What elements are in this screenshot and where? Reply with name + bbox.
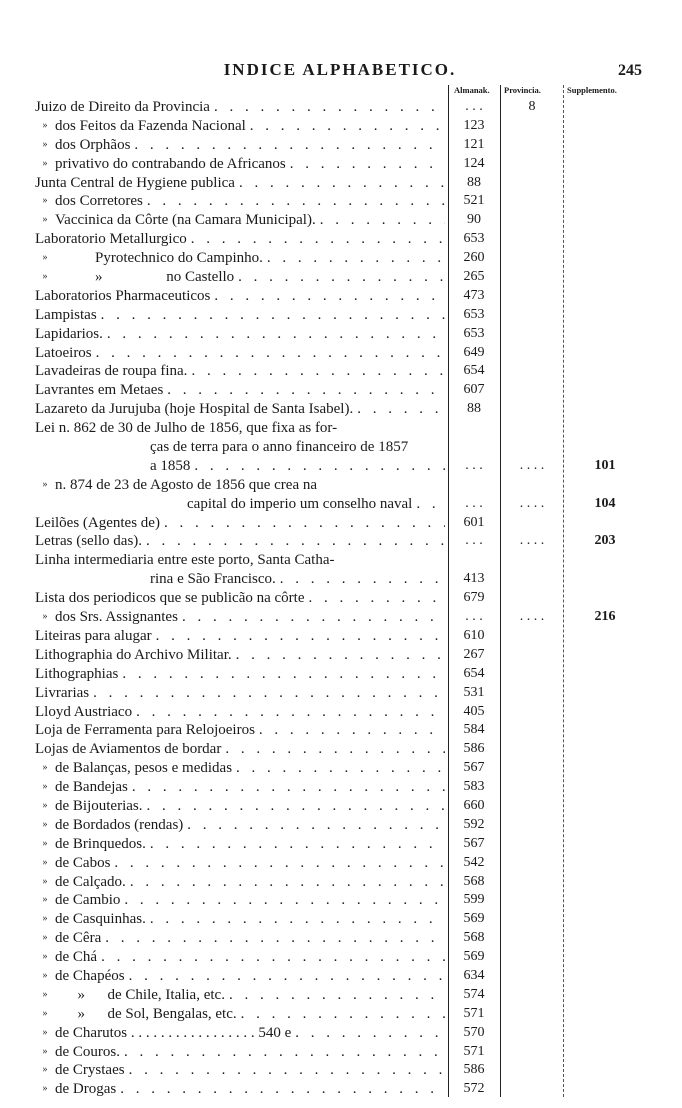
dot-leader (116, 1080, 445, 1099)
almanak-page: 660 (463, 797, 485, 813)
entry-label: de Brinquedos. (55, 835, 146, 852)
index-entry-line (0, 98, 682, 117)
dot-leader (305, 589, 445, 608)
ditto-mark: » (42, 195, 48, 207)
entry-text (35, 967, 445, 986)
almanak-page: . . . (465, 609, 483, 625)
entry-text (35, 98, 445, 117)
supplemento-page: 216 (594, 609, 616, 625)
entry-label: a 1858 (150, 457, 191, 474)
entry-label: » de Sol, Bengalas, etc. (55, 1005, 237, 1022)
index-entry-line (0, 532, 682, 551)
entry-label: dos Feitos da Fazenda Nacional (55, 117, 246, 134)
ditto-mark: » (42, 762, 48, 774)
entry-label: dos Srs. Assignantes (55, 609, 178, 626)
dot-leader (101, 929, 445, 948)
entry-text (35, 570, 445, 589)
dot-leader (163, 381, 445, 400)
entry-text (35, 703, 445, 722)
entry-label: ças de terra para o anno financeiro de 1857 (150, 439, 409, 456)
almanak-page: 586 (463, 741, 485, 757)
entry-label: Lojas de Aviamentos de bordar (35, 741, 222, 758)
entry-text (35, 589, 445, 608)
dot-leader (286, 155, 445, 174)
index-entry-line (0, 249, 682, 268)
index-entry-line (0, 1080, 682, 1099)
index-entry-line (0, 117, 682, 136)
ditto-mark: » (42, 837, 48, 849)
dot-leader (255, 721, 445, 740)
index-entry-line (0, 986, 682, 1005)
almanak-page: . . . (465, 495, 483, 511)
entry-label: » de Chile, Italia, etc. (55, 986, 225, 1003)
index-entry-line (0, 948, 682, 967)
entry-text (35, 495, 445, 514)
entry-text (35, 608, 445, 627)
supplemento-page: 101 (594, 457, 616, 473)
index-entry-line (0, 155, 682, 174)
dot-leader (92, 344, 445, 363)
ditto-mark: » (42, 818, 48, 830)
entry-text (35, 136, 445, 155)
almanak-page: 473 (463, 287, 485, 303)
almanak-page: 267 (463, 646, 485, 662)
entry-label: rina e São Francisco. (150, 571, 276, 588)
index-entry-line (0, 419, 682, 438)
entry-text (35, 362, 445, 381)
almanak-page: 568 (463, 930, 485, 946)
provincia-page: . . . . (519, 495, 545, 511)
supplemento-page: 104 (594, 495, 616, 511)
dot-leader (143, 192, 445, 211)
entry-label: Lista dos periodicos que se publicão na côrte (35, 590, 305, 607)
almanak-page: 584 (463, 722, 485, 738)
entry-label: de Chá (55, 949, 98, 966)
entry-text (35, 891, 445, 910)
dot-leader (235, 174, 445, 193)
dot-leader (276, 570, 445, 589)
entry-text (35, 400, 445, 419)
entry-text (35, 665, 445, 684)
entry-label: capital do imperio um conselho naval (187, 495, 413, 512)
ditto-mark: » (42, 799, 48, 811)
index-entry-line (0, 684, 682, 703)
entry-text (35, 948, 445, 967)
dot-leader (232, 759, 445, 778)
almanak-page: 569 (463, 911, 485, 927)
dot-leader (118, 665, 445, 684)
index-entry-line (0, 570, 682, 589)
entry-label: Lampistas (35, 306, 97, 323)
almanak-page: 599 (463, 892, 485, 908)
entry-label: de Calçado. (55, 873, 126, 890)
almanak-page: 88 (467, 174, 481, 190)
entry-label: dos Corretores (55, 193, 143, 210)
entry-label: de Chapéos (55, 967, 125, 984)
entry-text (35, 986, 445, 1005)
dot-leader (126, 873, 445, 892)
almanak-page: . . . (465, 99, 483, 114)
almanak-page: 569 (463, 949, 485, 965)
entry-text (35, 684, 445, 703)
entry-label: Lithographias (35, 665, 119, 682)
entry-label: de Bandejas (55, 779, 128, 796)
entry-text (35, 627, 445, 646)
entry-text (35, 306, 445, 325)
entry-text (35, 1005, 445, 1024)
entry-label: Vaccinica da Côrte (na Camara Municipal). (55, 212, 316, 229)
index-entry-line (0, 721, 682, 740)
entry-label: de Bijouterias. (55, 797, 143, 814)
almanak-page: 121 (463, 136, 485, 152)
almanak-page: 653 (463, 306, 485, 322)
entry-label: Leilões (Agentes de) (35, 514, 160, 531)
ditto-mark: » (42, 969, 48, 981)
index-entry-line (0, 1061, 682, 1080)
entry-text (35, 155, 445, 174)
ditto-mark: » (42, 138, 48, 150)
index-entry-line (0, 646, 682, 665)
entry-label: Lloyd Austriaco (35, 703, 133, 720)
index-entry-line (0, 703, 682, 722)
almanak-page: 572 (463, 1081, 485, 1097)
index-entry-line (0, 400, 682, 419)
column-header-provincia: Provincia. (504, 85, 541, 95)
ditto-mark: » (42, 913, 48, 925)
index-entries (0, 98, 682, 1099)
almanak-page: 531 (463, 684, 485, 700)
entry-label: de Couros. (55, 1043, 120, 1060)
index-entry-line (0, 192, 682, 211)
index-entry-line (0, 362, 682, 381)
index-entry-line (0, 211, 682, 230)
entry-text (35, 249, 445, 268)
almanak-page: 649 (463, 344, 485, 360)
entry-text (35, 344, 445, 363)
index-entry-line (0, 514, 682, 533)
dot-leader (291, 1024, 445, 1043)
index-entry-line (0, 608, 682, 627)
index-entry-line (0, 1005, 682, 1024)
dot-leader (152, 627, 445, 646)
index-entry-line (0, 495, 682, 514)
entry-text (35, 1080, 445, 1099)
index-entry-line (0, 854, 682, 873)
almanak-page: 607 (463, 382, 485, 398)
index-entry-line (0, 230, 682, 249)
entry-text (35, 287, 445, 306)
entry-text (35, 910, 445, 929)
entry-text (35, 419, 445, 438)
entry-text (35, 381, 445, 400)
entry-label: » no Castello (95, 269, 235, 286)
dot-leader (120, 891, 445, 910)
entry-label: de Crystaes (55, 1062, 125, 1079)
dot-leader (183, 816, 445, 835)
entry-text (35, 854, 445, 873)
dot-leader (132, 703, 445, 722)
almanak-page: 653 (463, 325, 485, 341)
entry-text (35, 551, 445, 570)
almanak-page: 123 (463, 117, 485, 133)
dot-leader (234, 268, 445, 287)
ditto-mark: » (42, 252, 48, 264)
provincia-page: 8 (528, 99, 536, 114)
dot-leader (125, 1061, 445, 1080)
entry-text (35, 174, 445, 193)
entry-label: de Cêra (55, 930, 102, 947)
almanak-page: . . . (465, 457, 483, 473)
almanak-page: 574 (463, 986, 485, 1002)
ditto-mark: » (42, 1007, 48, 1019)
entry-label: Liteiras para alugar (35, 627, 152, 644)
index-entry-line (0, 910, 682, 929)
entry-text (35, 740, 445, 759)
entry-label: Lapidarios. (35, 325, 103, 342)
almanak-page: 542 (463, 854, 485, 870)
ditto-mark: » (42, 271, 48, 283)
entry-text (35, 532, 445, 551)
index-entry-line (0, 1043, 682, 1062)
ditto-mark: » (42, 894, 48, 906)
provincia-page: . . . . (519, 457, 545, 473)
entry-label: Lavrantes em Metaes (35, 382, 164, 399)
entry-text (35, 476, 445, 495)
dot-leader (130, 136, 445, 155)
entry-text (35, 835, 445, 854)
almanak-page: 88 (467, 401, 481, 417)
provincia-page: . . . . (519, 533, 545, 549)
ditto-mark: » (42, 875, 48, 887)
entry-label: Letras (sello das). (35, 533, 143, 550)
entry-label: Junta Central de Hygiene publica (35, 174, 235, 191)
index-entry-line (0, 306, 682, 325)
entry-label: de Bordados (rendas) (55, 816, 184, 833)
almanak-page: 571 (463, 1043, 485, 1059)
almanak-page: 571 (463, 1005, 485, 1021)
dot-leader (103, 325, 445, 344)
entry-text (35, 230, 445, 249)
almanak-page: 413 (463, 571, 485, 587)
dot-leader (232, 646, 445, 665)
entry-label: Juizo de Direito da Provincia (35, 99, 210, 115)
index-entry-line (0, 929, 682, 948)
dot-leader (120, 1043, 445, 1062)
dot-leader (353, 400, 445, 419)
ditto-mark: » (42, 1064, 48, 1076)
dot-leader (263, 249, 445, 268)
ditto-mark: » (42, 856, 48, 868)
almanak-page: 567 (463, 760, 485, 776)
entry-label: dos Orphãos (55, 136, 131, 153)
ditto-mark: » (42, 611, 48, 623)
almanak-page: 654 (463, 363, 485, 379)
index-entry-line (0, 174, 682, 193)
index-entry-line (0, 551, 682, 570)
entry-text (35, 1043, 445, 1062)
almanak-page: 90 (467, 212, 481, 228)
index-entry-line (0, 438, 682, 457)
entry-label: Lithographia do Archivo Militar. (35, 646, 232, 663)
almanak-page: 570 (463, 1024, 485, 1040)
dot-leader (97, 948, 445, 967)
almanak-page: 124 (463, 155, 485, 171)
dot-leader (190, 457, 445, 476)
dot-leader (146, 835, 445, 854)
entry-text (35, 929, 445, 948)
almanak-page: . . . (465, 533, 483, 549)
dot-leader (89, 684, 445, 703)
supplemento-page: 203 (594, 533, 616, 549)
index-entry-line (0, 381, 682, 400)
entry-label: Pyrotechnico do Campinho. (95, 250, 263, 267)
almanak-page: 265 (463, 269, 485, 285)
ditto-mark: » (42, 1045, 48, 1057)
index-entry-line (0, 344, 682, 363)
index-entry-line (0, 1024, 682, 1043)
almanak-page: 610 (463, 627, 485, 643)
ditto-mark: » (42, 951, 48, 963)
dot-leader (221, 740, 445, 759)
entry-label: Laboratorios Pharmaceuticos (35, 287, 211, 304)
entry-label: de Balanças, pesos e medidas (55, 760, 233, 777)
almanak-page: 653 (463, 231, 485, 247)
entry-label: n. 874 de 23 de Agosto de 1856 que crea na (55, 476, 318, 493)
almanak-page: 634 (463, 967, 485, 983)
index-entry-line (0, 325, 682, 344)
index-entry-line (0, 835, 682, 854)
dot-leader (178, 608, 445, 627)
index-entry-line (0, 816, 682, 835)
entry-text (35, 1061, 445, 1080)
dot-leader (237, 1005, 445, 1024)
page-number: 245 (618, 62, 642, 79)
entry-text (35, 438, 445, 457)
dot-leader (110, 854, 445, 873)
dot-leader (146, 910, 445, 929)
entry-label: Laboratorio Metallurgico (35, 231, 187, 248)
ditto-mark: » (42, 119, 48, 131)
entry-label: Lavadeiras de roupa fina. (35, 363, 188, 380)
dot-leader (187, 230, 445, 249)
index-entry-line (0, 589, 682, 608)
column-header-almanak: Almanak. (454, 85, 490, 95)
almanak-page: 586 (463, 1062, 485, 1078)
almanak-page: 567 (463, 835, 485, 851)
index-entry-line (0, 627, 682, 646)
dot-leader (160, 514, 445, 533)
index-entry-line (0, 891, 682, 910)
entry-text (35, 797, 445, 816)
almanak-page: 568 (463, 873, 485, 889)
column-header-supplemento: Supplemento. (567, 85, 617, 95)
index-entry-line (0, 476, 682, 495)
dot-leader (412, 495, 445, 514)
entry-text (35, 759, 445, 778)
entry-label: Latoeiros (35, 344, 92, 361)
ditto-mark: » (42, 932, 48, 944)
entry-label: de Cambio (55, 892, 121, 909)
almanak-page: 583 (463, 779, 485, 795)
entry-label: Linha intermediaria entre este porto, Santa Catha- (35, 552, 335, 569)
entry-label: de Cabos (55, 854, 111, 871)
index-entry-line (0, 778, 682, 797)
entry-text (35, 268, 445, 287)
ditto-mark: » (42, 478, 48, 490)
entry-text (35, 1024, 445, 1043)
almanak-page: 654 (463, 665, 485, 681)
dot-leader (128, 778, 445, 797)
index-entry-line (0, 759, 682, 778)
ditto-mark: » (42, 214, 48, 226)
entry-text (35, 192, 445, 211)
entry-label: Loja de Ferramenta para Relojoeiros (35, 722, 255, 739)
entry-text (35, 816, 445, 835)
dot-leader (187, 362, 445, 381)
index-entry-line (0, 740, 682, 759)
dot-leader (125, 967, 445, 986)
entry-text (35, 721, 445, 740)
entry-label: Lei n. 862 de 30 de Julho de 1856, que fixa as for- (35, 420, 338, 437)
provincia-page: . . . . (519, 609, 545, 625)
entry-text (35, 211, 445, 230)
entry-text (35, 873, 445, 892)
almanak-page: 601 (463, 514, 485, 530)
entry-label: de Charutos . . . . . . . . . . . . . . . . . 540 e (55, 1024, 292, 1041)
ditto-mark: » (42, 988, 48, 1000)
almanak-page: 405 (463, 703, 485, 719)
entry-text (35, 457, 445, 476)
dot-leader (142, 532, 445, 551)
dot-leader (246, 117, 445, 136)
index-entry-line (0, 967, 682, 986)
entry-label: de Drogas (55, 1081, 117, 1098)
ditto-mark: » (42, 781, 48, 793)
almanak-page: 592 (463, 816, 485, 832)
entry-label: Lazareto da Jurujuba (hoje Hospital de Santa Isabel). (35, 401, 354, 418)
dot-leader (225, 986, 445, 1005)
ditto-mark: » (42, 157, 48, 169)
dot-leader (316, 211, 445, 230)
index-entry-line (0, 457, 682, 476)
entry-text (35, 514, 445, 533)
entry-label: Livrarias (35, 684, 90, 701)
almanak-page: 260 (463, 250, 485, 266)
dot-leader (142, 797, 445, 816)
ditto-mark: » (42, 1026, 48, 1038)
dot-leader (97, 306, 445, 325)
entry-label: de Casquinhas. (55, 911, 146, 928)
ditto-mark: » (42, 1083, 48, 1095)
index-entry-line (0, 268, 682, 287)
dot-leader (210, 287, 445, 306)
index-entry-line (0, 136, 682, 155)
entry-text (35, 325, 445, 344)
dot-leader (210, 98, 445, 117)
almanak-page: 521 (463, 193, 485, 209)
entry-text (35, 117, 445, 136)
almanak-page: 679 (463, 590, 485, 606)
entry-text (35, 646, 445, 665)
entry-text (35, 778, 445, 797)
index-entry-line (0, 287, 682, 306)
index-entry-line (0, 873, 682, 892)
index-entry-line (0, 797, 682, 816)
entry-label: privativo do contrabando de Africanos (55, 155, 286, 172)
page-title: INDICE ALPHABETICO. (223, 60, 457, 79)
index-entry-line (0, 665, 682, 684)
